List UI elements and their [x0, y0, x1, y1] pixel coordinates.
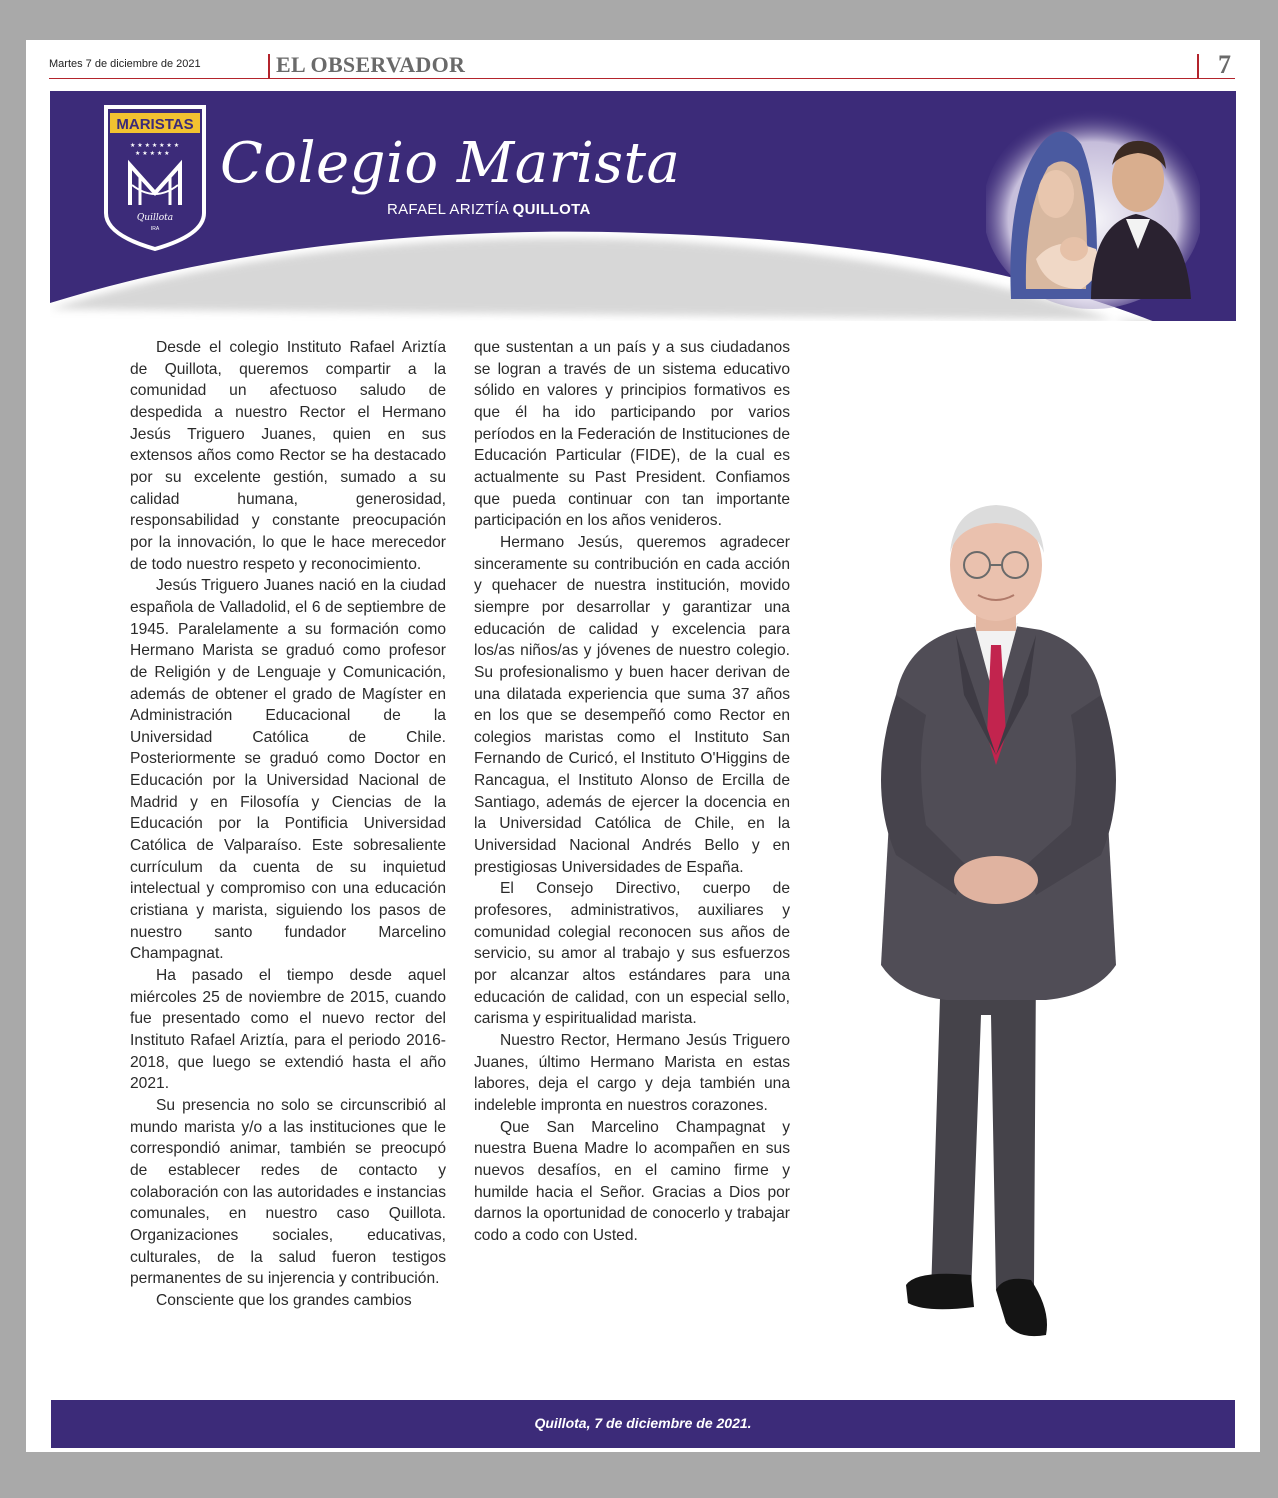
masthead — [26, 40, 1260, 84]
article-paragraph: Hermano Jesús, queremos agradecer sinceramente su contribución en cada acción y quehacer de nuestra institución, movido siempre por desarrollar y garantizar una educación de calidad y excelencia para los/as niños/as y jóvenes de nuestro colegio. Su profesionalismo y buen hacer derivan de una dilatada experiencia que suma 37 años en los que se desempeñó como Rector en colegios maristas como el Instituto San Fernando de Curicó, el Instituto O'Higgins de Rancagua, el Instituto Alonso de Ercilla de Santiago, además de ejercer la docencia en la Universidad Católica de Chile, en la Universidad Nacional Andrés Bello y en prestigiosas Universidades de España. — [474, 533, 790, 876]
header-banner — [50, 91, 1236, 321]
religious-figures-image — [986, 99, 1200, 309]
newspaper-page — [26, 40, 1260, 1452]
article-paragraph-continued: que sustentan a un país y a sus ciudadanos se logran a través de un sistema educativo sólido en valores y principios formativos es que él ha ido participando por varios períodos en la Federación de Instituciones de Educación Particular (FIDE), de la cual es actualmente su Past President. Confiamos que pueda continuar con tan importante participación en los años venideros. — [474, 339, 790, 530]
article-paragraph: El Consejo Directivo, cuerpo de profesores, administrativos, auxiliares y comunidad colegial reconocen sus años de servicio, su amor al trabajo y sus esfuerzos por alcanzar altos estándares para una educación de calidad, con un especial sello, carisma y espiritualidad marista. — [474, 880, 790, 1028]
footer-bar — [51, 1400, 1235, 1448]
banner-title: Colegio Marista — [220, 131, 681, 196]
svg-text:★ ★ ★ ★ ★: ★ ★ ★ ★ ★ — [135, 150, 170, 157]
svg-text:★ ★ ★ ★ ★ ★ ★: ★ ★ ★ ★ ★ ★ ★ — [130, 142, 180, 149]
masthead-rule — [49, 78, 1235, 79]
maristas-crest-logo — [102, 103, 208, 251]
newspaper-name: EL OBSERVADOR — [276, 52, 466, 77]
subtitle-bold: QUILLOTA — [512, 201, 591, 218]
article-paragraph: Que San Marcelino Champagnat y nuestra Buena Madre lo acompañen en sus nuevos desafíos, en el camino firme y humilde hacia el Señor. Gracias a Dios por darnos la oportunidad de conocerlo y trabajar codo a codo con Usted. — [474, 1118, 790, 1244]
issue-date: Martes 7 de diciembre de 2021 — [49, 58, 201, 70]
subtitle-regular: RAFAEL ARIZTÍA — [387, 201, 509, 218]
masthead-divider-right — [1197, 54, 1199, 78]
article-paragraph: Ha pasado el tiempo desde aquel miércoles 25 de noviembre de 2015, cuando fue presentado como el nuevo rector del Instituto Rafael Ariztía, para el periodo 2016-2018, que luego se extendió hasta el año 2021. — [130, 967, 446, 1093]
crest-label: MARISTAS — [116, 116, 194, 133]
article-paragraph: Desde el colegio Instituto Rafael Ariztía de Quillota, queremos compartir a la comunidad un afectuoso saludo de despedida a nuestro Rector el Hermano Jesús Triguero Juanes, quien en sus extensos años como Rector se ha destacado por su excelente gestión, sumado a su calidad humana, generosidad, responsabilidad y constante preocupación por la innovación, lo que le hace merecedor de todo nuestro respeto y reconocimiento. — [130, 339, 446, 573]
footer-dateline: Quillota, 7 de diciembre de 2021. — [534, 1415, 752, 1431]
article-paragraph: Su presencia no solo se circunscribió al mundo marista y/o a las instituciones que le correspondió animar, también se preocupó de establecer redes de contacto y colaboración con las autoridades e instancias comunales, en nuestro caso Quillota. Organizaciones sociales, educativas, culturales, de la salud fueron testigos permanentes de su injerencia y contribución. — [130, 1096, 446, 1288]
page-number: 7 — [1218, 50, 1231, 79]
article-paragraph: Jesús Triguero Juanes nació en la ciudad española de Valladolid, el 6 de septiembre de 1945. Paralelamente a su formación como Hermano Marista se graduó como profesor de Religión y de Lenguaje y Comunicación, además de obtener el grado de Magíster en Administración Educacional de la Universidad Católica de Chile. Posteriormente se graduó como Doctor en Educación por la Universidad Nacional de Madrid y en Filosofía y Ciencias de la Educación por la Pontificia Universidad Católica de Valparaíso. Este sobresaliente currículum da cuenta de su inquietud intelectual y compromiso con una educación cristiana y marista, siguiendo los pasos de nuestro santo fundador Marcelino Champagnat. — [130, 577, 446, 963]
article-column-1 — [130, 337, 446, 1312]
crest-city: Quillota — [136, 213, 174, 223]
rector-portrait-photo — [846, 495, 1166, 1345]
article-paragraph: Nuestro Rector, Hermano Jesús Triguero Juanes, último Hermano Marista en estas labores, deja el cargo y deja también una indeleble impronta en nuestros corazones. — [474, 1032, 790, 1114]
banner-subtitle — [387, 201, 591, 218]
masthead-divider — [268, 54, 270, 78]
article-column-2 — [474, 337, 790, 1247]
crest-code: IRA — [150, 226, 160, 232]
article-paragraph: Consciente que los grandes cambios — [156, 1291, 412, 1309]
